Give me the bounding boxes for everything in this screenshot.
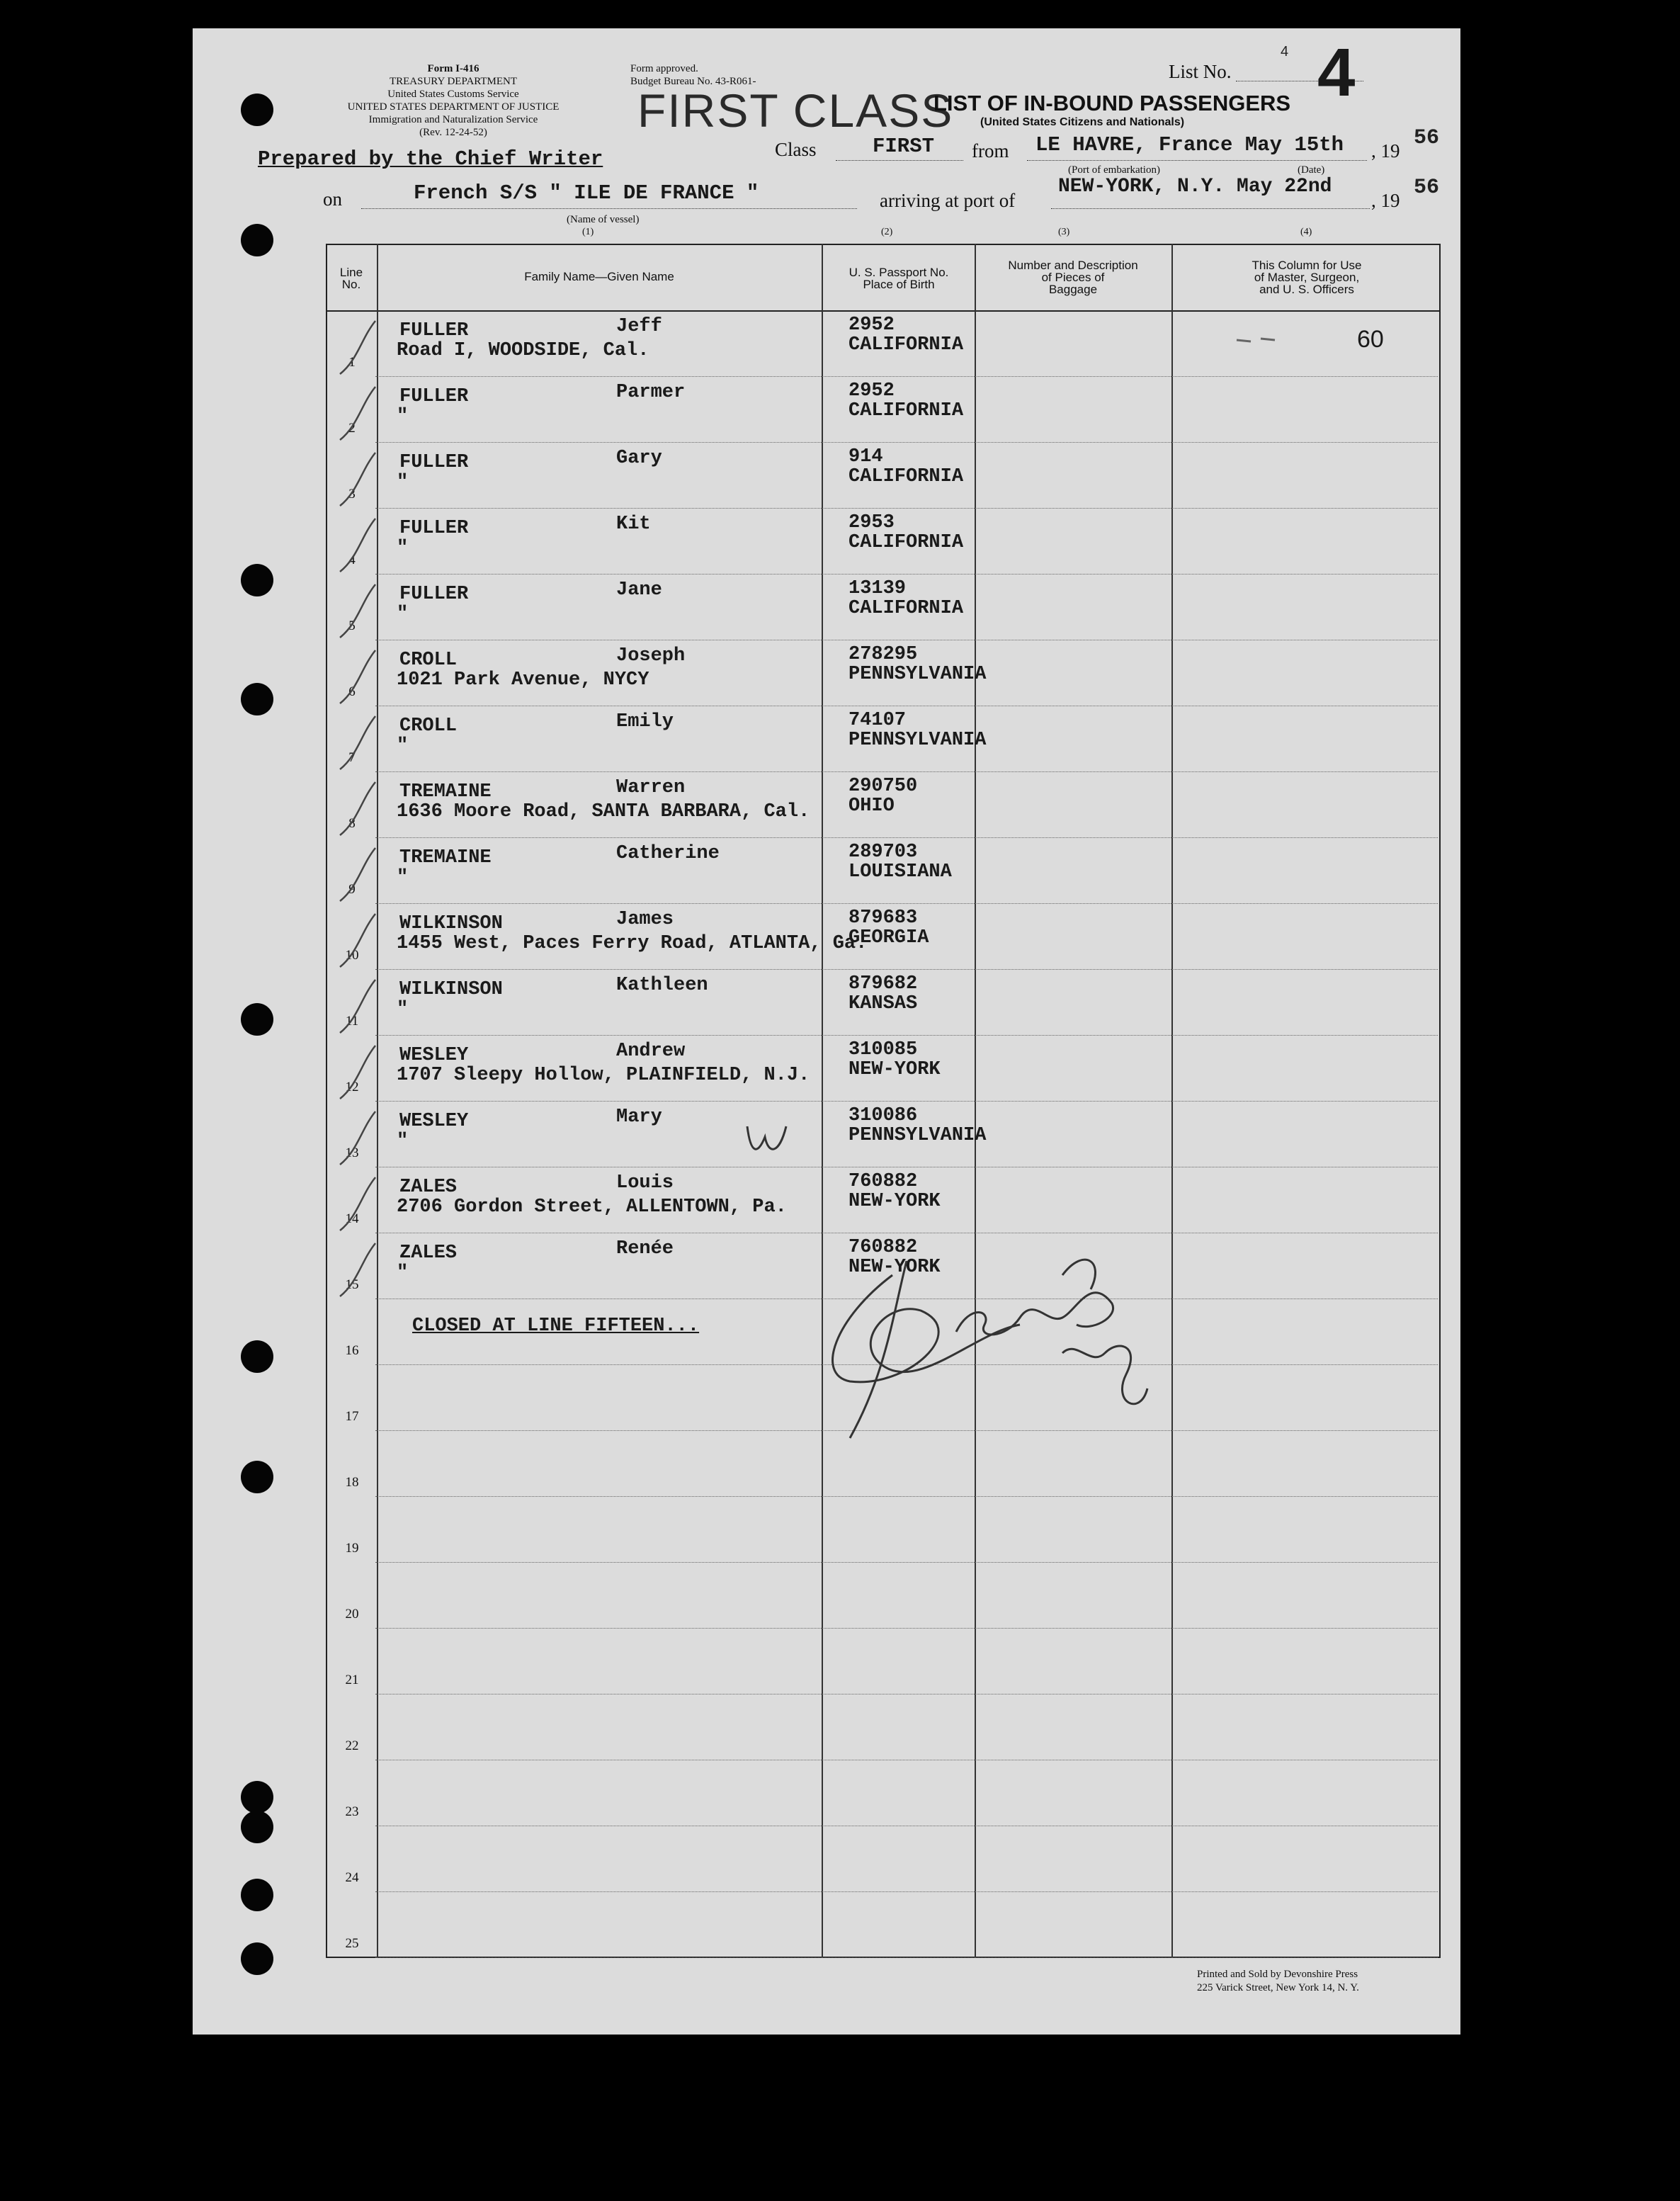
line-number: 8: [348, 816, 356, 831]
row-rule: [375, 1562, 1438, 1563]
check-tick: [333, 449, 397, 513]
binder-hole: [241, 1461, 273, 1493]
col-number: (3): [1058, 227, 1070, 237]
address: ": [397, 1262, 409, 1284]
address: ": [397, 538, 409, 559]
header-line-no: Line No.: [339, 266, 363, 291]
place-of-birth: NEW-YORK: [848, 1059, 941, 1080]
family-name: ZALES: [399, 1177, 458, 1198]
dept-line: Immigration and Naturalization Service: [368, 114, 538, 125]
family-name: FULLER: [399, 452, 469, 473]
closed-note: CLOSED AT LINE FIFTEEN...: [412, 1315, 700, 1337]
row-rule: [375, 837, 1438, 838]
place-of-birth: CALIFORNIA: [848, 334, 964, 356]
dept-line: (Rev. 12-24-52): [419, 127, 487, 138]
line-number: 1: [348, 355, 356, 370]
table-header-rule: [326, 310, 1441, 312]
place-of-birth: CALIFORNIA: [848, 532, 964, 553]
passport-no: 2953: [848, 512, 895, 533]
binder-hole: [241, 1811, 273, 1843]
arrival-value: NEW-YORK, N.Y. May 22nd: [1058, 176, 1332, 198]
address: ": [397, 604, 409, 625]
family-name: FULLER: [399, 584, 469, 605]
from-year: 56: [1414, 126, 1440, 150]
check-tick: [333, 910, 397, 974]
form-subtitle: (United States Citizens and Nationals): [980, 116, 1185, 128]
address: ": [397, 406, 409, 427]
from-year-prefix: , 19: [1371, 140, 1400, 162]
place-of-birth: PENNSYLVANIA: [848, 664, 987, 685]
family-name: FULLER: [399, 518, 469, 539]
arrival-year-prefix: , 19: [1371, 190, 1400, 211]
handwritten-mark: [744, 1119, 793, 1162]
check-tick: [333, 976, 397, 1040]
place-of-birth: GEORGIA: [848, 927, 929, 949]
first-class-stamp: FIRST CLASS: [637, 84, 954, 137]
address: 2706 Gordon Street, ALLENTOWN, Pa.: [397, 1196, 787, 1218]
passport-no: 290750: [848, 776, 918, 797]
given-name: Jeff: [616, 316, 662, 337]
binder-hole: [241, 1003, 273, 1036]
given-name: Kit: [616, 514, 651, 535]
from-label: from: [972, 140, 1009, 162]
header-name: Family Name—Given Name: [524, 270, 674, 283]
form-title: LIST OF IN-BOUND PASSENGERS: [933, 91, 1291, 115]
passport-no: 2952: [848, 380, 895, 402]
given-name: Catherine: [616, 843, 720, 864]
check-tick: [333, 779, 397, 842]
class-label: Class: [775, 139, 817, 160]
binder-hole: [241, 683, 273, 715]
printer-imprint: Printed and Sold by Devonshire Press 225 Varick Street, New York 14, N. Y.: [1197, 1969, 1359, 1993]
address: 1636 Moore Road, SANTA BARBARA, Cal.: [397, 801, 810, 822]
line-number: 14: [345, 1211, 359, 1226]
passport-no: 13139: [848, 578, 907, 599]
place-of-birth: NEW-YORK: [848, 1257, 941, 1278]
row-rule: [375, 376, 1438, 377]
place-of-birth: CALIFORNIA: [848, 598, 964, 619]
check-tick: [333, 383, 397, 447]
check-tick: [333, 515, 397, 579]
binder-hole: [241, 224, 273, 256]
given-name: Mary: [616, 1107, 662, 1128]
check-tick: [333, 1042, 397, 1106]
passport-no: 914: [848, 446, 883, 468]
dept-line: United States Customs Service: [387, 89, 519, 100]
address: ": [397, 735, 409, 757]
line-number: 2: [348, 421, 356, 436]
family-name: WILKINSON: [399, 913, 503, 934]
form-number: Form I-416: [427, 63, 479, 74]
row-rule: [375, 969, 1438, 970]
line-number: 15: [345, 1277, 359, 1292]
given-name: Emily: [616, 711, 674, 732]
budget-bureau-no: Budget Bureau No. 43-R061-: [630, 76, 756, 87]
underline: [361, 208, 857, 209]
header-officers: This Column for Use of Master, Surgeon, and U. S. Officers: [1252, 259, 1362, 296]
place-of-birth: PENNSYLVANIA: [848, 1125, 987, 1146]
passport-no: 289703: [848, 842, 918, 863]
given-name: James: [616, 909, 674, 930]
place-of-birth: OHIO: [848, 796, 895, 817]
given-name: Renée: [616, 1238, 674, 1260]
binder-hole: [241, 1781, 273, 1814]
line-number: 13: [345, 1145, 359, 1160]
line-number: 16: [345, 1343, 359, 1358]
place-of-birth: CALIFORNIA: [848, 466, 964, 487]
line-number: 23: [345, 1804, 359, 1819]
row-rule: [375, 771, 1438, 772]
given-name: Kathleen: [616, 975, 708, 996]
given-name: Parmer: [616, 382, 686, 403]
given-name: Jane: [616, 579, 662, 601]
line-number: 22: [345, 1738, 359, 1753]
underline: [1051, 208, 1370, 209]
line-number: 10: [345, 948, 359, 963]
line-number: 17: [345, 1409, 359, 1424]
family-name: WILKINSON: [399, 979, 503, 1000]
list-no-small: 4: [1281, 44, 1289, 60]
family-name: CROLL: [399, 650, 458, 671]
class-value: FIRST: [873, 135, 935, 158]
row-rule: [375, 1891, 1438, 1892]
check-tick: [333, 1240, 397, 1303]
address: ": [397, 472, 409, 493]
row-rule: [375, 1628, 1438, 1629]
binder-hole: [241, 1942, 273, 1975]
check-tick: [333, 1108, 397, 1172]
line-number: 4: [348, 553, 356, 567]
place-of-birth: LOUISIANA: [848, 861, 952, 883]
check-tick: [333, 713, 397, 776]
line-number: 19: [345, 1541, 359, 1556]
date-caption: (Date): [1298, 164, 1325, 176]
given-name: Joseph: [616, 645, 686, 667]
form-approved: Form approved.: [630, 63, 698, 74]
row-rule: [375, 903, 1438, 904]
list-no-big: 4: [1317, 35, 1356, 111]
address: ": [397, 1131, 409, 1152]
line-number: 12: [345, 1080, 359, 1094]
line-number: 11: [345, 1014, 359, 1029]
row-rule: [375, 1101, 1438, 1102]
officer-remark: 60: [1357, 326, 1384, 353]
prepared-by: Prepared by the Chief Writer: [258, 147, 603, 171]
line-number: 9: [348, 882, 356, 897]
passport-no: 760882: [848, 1237, 918, 1258]
passport-no: 278295: [848, 644, 918, 665]
name-of-vessel-caption: (Name of vessel): [567, 214, 640, 225]
address: ": [397, 867, 409, 888]
dept-line: UNITED STATES DEPARTMENT OF JUSTICE: [347, 101, 560, 113]
address: 1021 Park Avenue, NYCY: [397, 669, 649, 691]
check-tick: [333, 647, 397, 711]
given-name: Louis: [616, 1172, 674, 1194]
line-number: 20: [345, 1607, 359, 1622]
place-of-birth: NEW-YORK: [848, 1191, 941, 1212]
address: Road I, WOODSIDE, Cal.: [397, 340, 649, 361]
line-number: 25: [345, 1936, 359, 1951]
list-no-label: List No.: [1169, 61, 1232, 82]
family-name: WESLEY: [399, 1045, 469, 1066]
row-rule: [375, 1957, 1438, 1958]
header-baggage: Number and Description of Pieces of Baggage: [1008, 259, 1138, 296]
check-tick: [333, 844, 397, 908]
place-of-birth: KANSAS: [848, 993, 918, 1014]
line-number: 3: [348, 487, 356, 502]
officer-signature: [807, 1233, 1190, 1445]
address: 1455 West, Paces Ferry Road, ATLANTA, Ga.: [397, 933, 868, 954]
underline: [1027, 160, 1367, 161]
line-number: 24: [345, 1870, 359, 1885]
row-rule: [375, 442, 1438, 443]
address: 1707 Sleepy Hollow, PLAINFIELD, N.J.: [397, 1065, 810, 1086]
arriving-label: arriving at port of: [880, 190, 1016, 211]
given-name: Warren: [616, 777, 686, 798]
given-name: Andrew: [616, 1041, 686, 1062]
vessel-value: French S/S " ILE DE FRANCE ": [414, 181, 759, 205]
port-embarkation-caption: (Port of embarkation): [1068, 164, 1160, 176]
binder-hole: [241, 564, 273, 596]
check-tick: [333, 1174, 397, 1238]
family-name: WESLEY: [399, 1111, 469, 1132]
on-label: on: [323, 188, 342, 210]
line-number: 6: [348, 684, 356, 699]
line-number: 7: [348, 750, 356, 765]
from-value: LE HAVRE, France May 15th: [1035, 133, 1344, 157]
passport-no: 310086: [848, 1105, 918, 1126]
row-rule: [375, 1035, 1438, 1036]
col-number: (2): [881, 227, 893, 237]
address: ": [397, 999, 409, 1020]
check-mark: [1232, 326, 1289, 354]
passport-no: 879683: [848, 907, 918, 929]
row-rule: [375, 574, 1438, 575]
family-name: TREMAINE: [399, 847, 492, 868]
passport-no: 2952: [848, 315, 895, 336]
col-number: (1): [582, 227, 594, 237]
binder-hole: [241, 1340, 273, 1373]
passport-no: 310085: [848, 1039, 918, 1060]
place-of-birth: CALIFORNIA: [848, 400, 964, 421]
family-name: FULLER: [399, 320, 469, 341]
line-number: 5: [348, 618, 356, 633]
form-header-block: [305, 62, 602, 139]
passport-no: 74107: [848, 710, 907, 731]
family-name: ZALES: [399, 1243, 458, 1264]
binder-hole: [241, 1879, 273, 1911]
passport-no: 760882: [848, 1171, 918, 1192]
arrival-year: 56: [1414, 176, 1440, 200]
check-tick: [333, 317, 397, 381]
line-number: 21: [345, 1673, 359, 1687]
binder-hole: [241, 94, 273, 126]
dept-line: TREASURY DEPARTMENT: [389, 76, 518, 87]
place-of-birth: PENNSYLVANIA: [848, 730, 987, 751]
row-rule: [375, 1496, 1438, 1497]
family-name: CROLL: [399, 715, 458, 737]
passport-no: 879682: [848, 973, 918, 995]
check-tick: [333, 581, 397, 645]
family-name: TREMAINE: [399, 781, 492, 803]
family-name: FULLER: [399, 386, 469, 407]
underline: [836, 160, 963, 161]
col-number: (4): [1300, 227, 1312, 237]
header-passport: U. S. Passport No. Place of Birth: [848, 266, 949, 291]
row-rule: [375, 508, 1438, 509]
line-number: 18: [345, 1475, 359, 1490]
given-name: Gary: [616, 448, 662, 469]
